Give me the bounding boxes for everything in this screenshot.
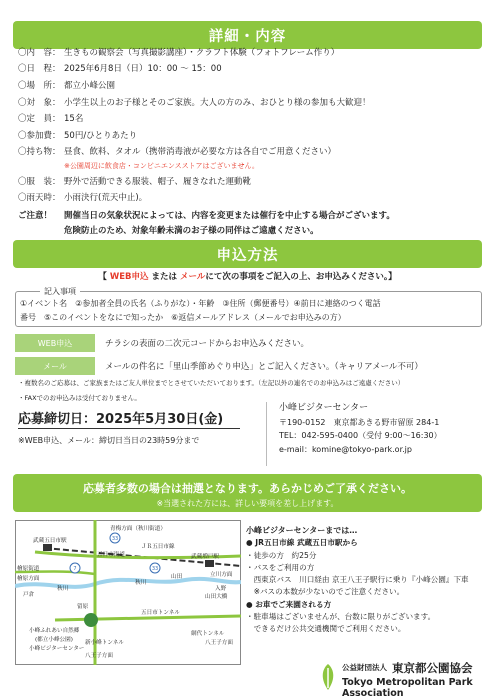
route-sign-number: 7 (73, 566, 77, 572)
access-line: ※バスの本数が少ないのでご注意ください。 (246, 587, 405, 597)
map-label: 武蔵五日市駅 (33, 538, 67, 544)
map-label: 秋川 (135, 580, 147, 586)
detail-label: 〇持ち物： (18, 147, 61, 157)
apply-banner: 申込方法 (13, 240, 482, 268)
access-line: 西東京バス 川口経由 京王八王子駅行に乗り『小峰公園』下車 (246, 575, 469, 585)
detail-row (18, 189, 486, 205)
detail-value: 都立小峰公園 (64, 81, 116, 91)
vc-tel: TEL：042-595-0400（受付 9:00～16:30） (279, 431, 442, 440)
detail-label: 〇参加費： (18, 131, 61, 141)
map-label: 小峰ふれあい自然郷 (29, 628, 80, 634)
org-logo-icon (318, 662, 338, 692)
map-label: 檜原方面 (17, 576, 40, 582)
mail-apply-emph: メール (179, 272, 206, 282)
map-label: 入野 (215, 586, 227, 592)
map-label: 八王子方面 (85, 653, 113, 659)
apply-instruction: 【 WEB申込 または メールにて次の事項をご記入の上、お申込みください。】 (98, 272, 397, 282)
org-name: 東京都公園協会 (392, 661, 473, 675)
map-label: 戸倉 (23, 592, 35, 598)
detail-row (18, 160, 486, 172)
vc-address: 〒190-0152 東京都あきる野市留原 284-1 (279, 417, 440, 427)
method-web-text: チラシの表面の二次元コードからお申込みください。 (105, 339, 310, 349)
map-label: 小峰ビジターセンター (29, 646, 85, 652)
map-label: 新小峰トンネル (85, 640, 124, 646)
detail-label: 〇日 程： (18, 64, 61, 74)
map-label: 五日市トンネル (141, 610, 180, 616)
deadline: 応募締切日：2025年5月30日(金) (18, 408, 223, 427)
access-line: できるだけ公共交通機関でご利用ください。 (246, 624, 406, 634)
required-items-line-2: 番号 ⑤このイベントをなにで知ったか ⑥返信メールアドレス（メールでお申込みの方） (20, 313, 346, 322)
lottery-line-1: 応募者多数の場合は抽選となります。あらかじめご了承ください。 (82, 482, 413, 495)
access-line: ・駐車場はございませんが、台数に限りがございます。 (246, 612, 436, 622)
deadline-note: ※WEB申込、メール：締切日当日の23時59分まで (18, 436, 200, 445)
vc-name: 小峰ビジターセンター (279, 403, 369, 413)
detail-row (18, 173, 486, 189)
map-label: 留原 (77, 604, 89, 610)
route-sign (70, 563, 80, 573)
map-label: 檜原街道 (17, 566, 40, 572)
web-apply-emph: WEB申込 (109, 272, 149, 282)
detail-label: 〇服 装： (18, 177, 61, 187)
method-mail (15, 357, 481, 375)
method-web (15, 334, 481, 352)
detail-label: 〇雨天時： (18, 193, 61, 203)
detail-row (18, 127, 486, 143)
map-label: 秋川 (57, 586, 69, 592)
detail-value: ※公園周辺に飲食店・コンビニエンスストアはございません。 (64, 162, 259, 170)
detail-label: 〇場 所： (18, 81, 61, 91)
detail-value: 生きもの観察会（写真撮影講座）・クラフト体験（フォトフレーム作り） (64, 48, 340, 58)
detail-value: 2025年6月8日（日）10：00 ～ 15：00 (64, 64, 222, 74)
access-line: ・バスをご利用の方 (246, 562, 315, 572)
note-fax: ・FAXでのお申込みは受付ておりません。 (18, 394, 141, 402)
detail-value: 15名 (64, 114, 84, 124)
detail-row (18, 110, 486, 126)
detail-row (18, 44, 486, 60)
map-label: 武蔵増戸駅 (191, 554, 219, 560)
park-location-marker (84, 613, 98, 627)
lottery-line-2: ※当選された方には、詳しい要項を差し上げます。 (156, 499, 339, 508)
org-logo (318, 660, 488, 699)
org-english: Tokyo Metropolitan Park Association (342, 677, 473, 699)
route-sign (150, 563, 160, 573)
detail-value: 昼食、飲料、タオル（携帯消毒液が必要な方は各自でご用意ください） (64, 147, 337, 157)
route-sign-number: 33 (151, 566, 159, 572)
caution-block (18, 209, 488, 239)
detail-row (18, 143, 486, 159)
access-heading: ● お車でご来園される方 (246, 599, 332, 609)
access-title: 小峰ビジターセンターまでは… (246, 526, 358, 535)
caution-line-2: 危険防止のため、対象年齢未満のお子様の同伴はご遠慮ください。 (64, 226, 319, 236)
detail-value: 野外で活動できる服装、帽子、履きなれた運動靴 (64, 177, 252, 187)
visitor-center-contact (266, 402, 495, 466)
map-label: 五日市街道 (97, 552, 125, 558)
note-group-apply: ・複数名のご応募は、ご家族またはご友人単位までとさせていただいております。（左記以外の連名でのお申込みはご遠慮ください） (18, 379, 405, 387)
access-map (15, 520, 241, 665)
access-heading: ● JR五日市線 武蔵五日市駅から (246, 538, 358, 548)
route-sign-number: 33 (111, 536, 119, 542)
map-label: 青梅方面（秋川街道） (110, 526, 166, 532)
detail-value: 小学生以上のお子様とそのご家族。大人の方のみ、おひとり様の参加も大歓迎！ (64, 98, 371, 108)
map-label: ＪＲ五日市線 (141, 544, 175, 550)
map-label: 八王子方面 (205, 640, 233, 646)
method-web-tag: WEB申込 (15, 334, 95, 352)
lottery-banner (13, 474, 482, 512)
method-mail-tag: メール (15, 357, 95, 375)
required-items-line-1: ①イベント名 ②参加者全員の氏名（ふりがな）・年齢 ③住所（郵便番号）④前日に連絡のつく電話 (20, 299, 381, 308)
detail-row (18, 94, 486, 110)
detail-value: 小雨決行(荒天中止)。 (64, 193, 148, 203)
detail-value: 50円/ひとりあたり (64, 131, 138, 141)
map-label: 山田大橋 (205, 594, 228, 600)
caution-label: ご注意！ (18, 211, 53, 221)
map-label: 網代トンネル (191, 631, 225, 637)
vc-email: e-mail：komine@tokyo-park.or.jp (279, 444, 412, 454)
station-musashi-masuko (205, 560, 214, 567)
caution-line-1: 開催当日の気象状況によっては、内容を変更または催行を中止する場合がございます。 (64, 211, 395, 221)
org-prefix: 公益財団法人 (342, 663, 387, 672)
map-label: 山田 (171, 574, 183, 580)
route-sign (110, 533, 120, 543)
detail-label: 〇内 容： (18, 48, 61, 58)
detail-row (18, 77, 486, 93)
details-banner: 詳細・内容 (13, 21, 482, 49)
detail-label: 〇定 員： (18, 114, 61, 124)
detail-label: 〇対 象： (18, 98, 61, 108)
station-musashi-itsukaichi (43, 544, 52, 551)
detail-row (18, 60, 486, 76)
method-mail-text: メールの件名に「里山季節めぐり申込」とご記入ください。（キャリアメール不可） (105, 362, 423, 372)
map-label: 立川方面 (210, 572, 233, 578)
map-label: (都立小峰公園) (35, 637, 73, 643)
access-info (246, 525, 482, 636)
required-items-title: 記入事項 (40, 286, 80, 297)
access-line: ・徒歩の方 約25分 (246, 550, 317, 560)
